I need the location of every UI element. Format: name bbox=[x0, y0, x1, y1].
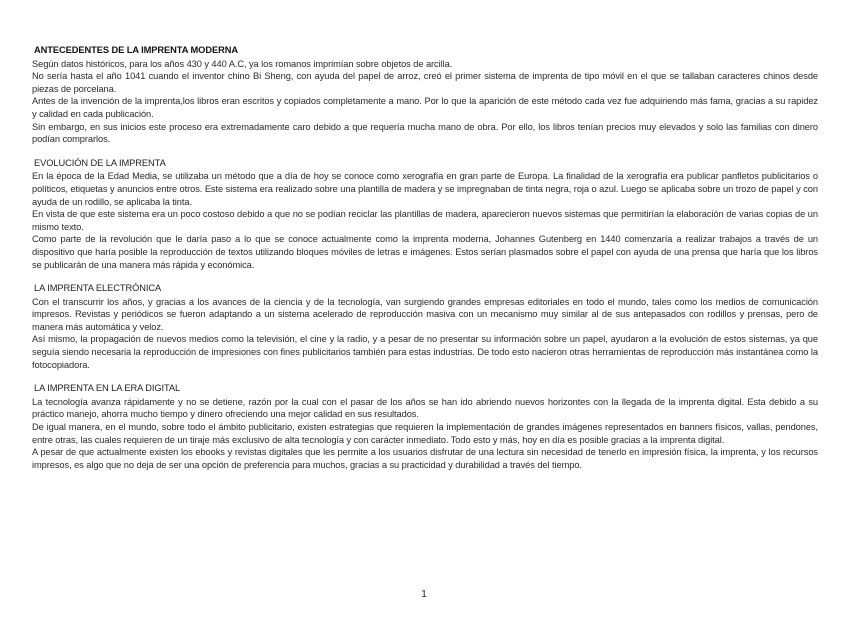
section-heading: ANTECEDENTES DE LA IMPRENTA MODERNA bbox=[34, 45, 238, 55]
section-imprenta-electronica bbox=[32, 282, 818, 371]
paragraph: Así mismo, la propagación de nuevos medios como la televisión, el cine y la radio, y a pesar de no presentar su información sobre un papel, ayudaron a la evolución de estos sistemas, ya que seguía siendo necesaria la reproducción de impresiones con fines publicitarios también para estas industrias. De todo esto nacieron otras herramientas de reproducción más instantánea como la fotocopiadora. bbox=[32, 334, 818, 370]
document-body bbox=[32, 44, 818, 482]
section-evolucion bbox=[32, 157, 818, 271]
paragraph: Como parte de la revolución que le daría paso a lo que se conoce actualmente como la imprenta moderna, Johannes Gutenberg en 1440 comenzaría a realizar trabajos a través de un dispositivo que haría posible la reproducción de textos utilizando bloques móviles de letras e imágenes. Estos serían plasmados sobre el papel con ayuda de una prensa que haría que los libros se publicarán de una manera más rápida y económica. bbox=[32, 234, 818, 270]
section-antecedentes bbox=[32, 44, 818, 146]
paragraph: Sin embargo, en sus inicios este proceso era extremadamente caro debido a que requería mucha mano de obra. Por ello, los libros tenían precios muy elevados y solo las familias con dinero podían comprarlos. bbox=[32, 121, 818, 145]
section-era-digital bbox=[32, 382, 818, 471]
paragraph: Antes de la invención de la imprenta,los libros eran escritos y copiados completamente a mano. Por lo que la aparición de este método cada vez fue adquiriendo más fama, gracias a su rapidez y calidad en cada publicación. bbox=[32, 96, 818, 119]
paragraph: La tecnología avanza rápidamente y no se detiene, razón por la cual con el pasar de los años se han ido abriendo nuevos horizontes con la llegada de la imprenta digital. Esta debido a su práctico manejo, ahorra mucho tiempo y dinero ofreciendo una mejor calidad en sus resultados. bbox=[32, 396, 818, 420]
section-heading: LA IMPRENTA EN LA ERA DIGITAL bbox=[34, 383, 181, 394]
paragraph: Con el transcurrir los años, y gracias a los avances de la ciencia y de la tecnología, van surgiendo grandes empresas editoriales en todo el mundo, tales como los medios de comunicación impresos. Revistas y periódicos se fueron adaptando a un sistema acelerado de reproducción masiva con un mecanismo muy similar al de sus antepasados con rodillos y prensas, pero de manera más automática y veloz. bbox=[32, 296, 818, 332]
section-heading: LA IMPRENTA ELECTRÓNICA bbox=[34, 283, 162, 294]
paragraph: En la época de la Edad Media, se utilizaba un método que a día de hoy se conoce como xerografía en gran parte de Europa. La finalidad de la xerografía era publicar panfletos publicitarios o políticos, etiquetas y anuncios entre otros. Este sistema era realizado sobre una plantilla de madera y se impregnaban de tinta negra, roja o azul. Luego se aplicaba sobre un trozo de papel y con ayuda de un rodillo, se aplicaba la tinta. bbox=[32, 171, 818, 207]
page-number: 1 bbox=[421, 589, 427, 600]
paragraph: Según datos históricos, para los años 430 y 440 A.C, ya los romanos imprimían sobre objetos de arcilla. bbox=[32, 58, 453, 69]
paragraph: A pesar de que actualmente existen los ebooks y revistas digitales que les permite a los usuarios disfrutar de una lectura sin necesidad de tenerlo en impresión física, la imprenta, y los recursos impresos, es algo que no deja de ser una opción de preferencia para muchos, gracias a su practicidad y durabilidad a través del tiempo. bbox=[32, 447, 818, 470]
paragraph: En vista de que este sistema era un poco costoso debido a que no se podían reciclar las plantillas de madera, aparecieron nuevos sistemas que permitirían la elaboración de varias copias de un mismo texto. bbox=[32, 209, 818, 232]
paragraph: De igual manera, en el mundo, sobre todo el ámbito publicitario, existen estrategias que requieren la implementación de grandes imágenes representados en banners físicos, vallas, pendones, entre otras, las cuales requieren de un tiraje más exclusivo de alta tecnología y con carácter inmediato. Todo esto y más, hoy en día es posible gracias a la imprenta digital. bbox=[32, 422, 818, 445]
paragraph: No sería hasta el año 1041 cuando el inventor chino Bi Sheng, con ayuda del papel de arroz, creó el primer sistema de imprenta de tipo móvil en el que se tallaban caracteres chinos desde piezas de porcelana. bbox=[32, 71, 818, 94]
section-heading: EVOLUCIÓN DE LA IMPRENTA bbox=[34, 157, 166, 168]
